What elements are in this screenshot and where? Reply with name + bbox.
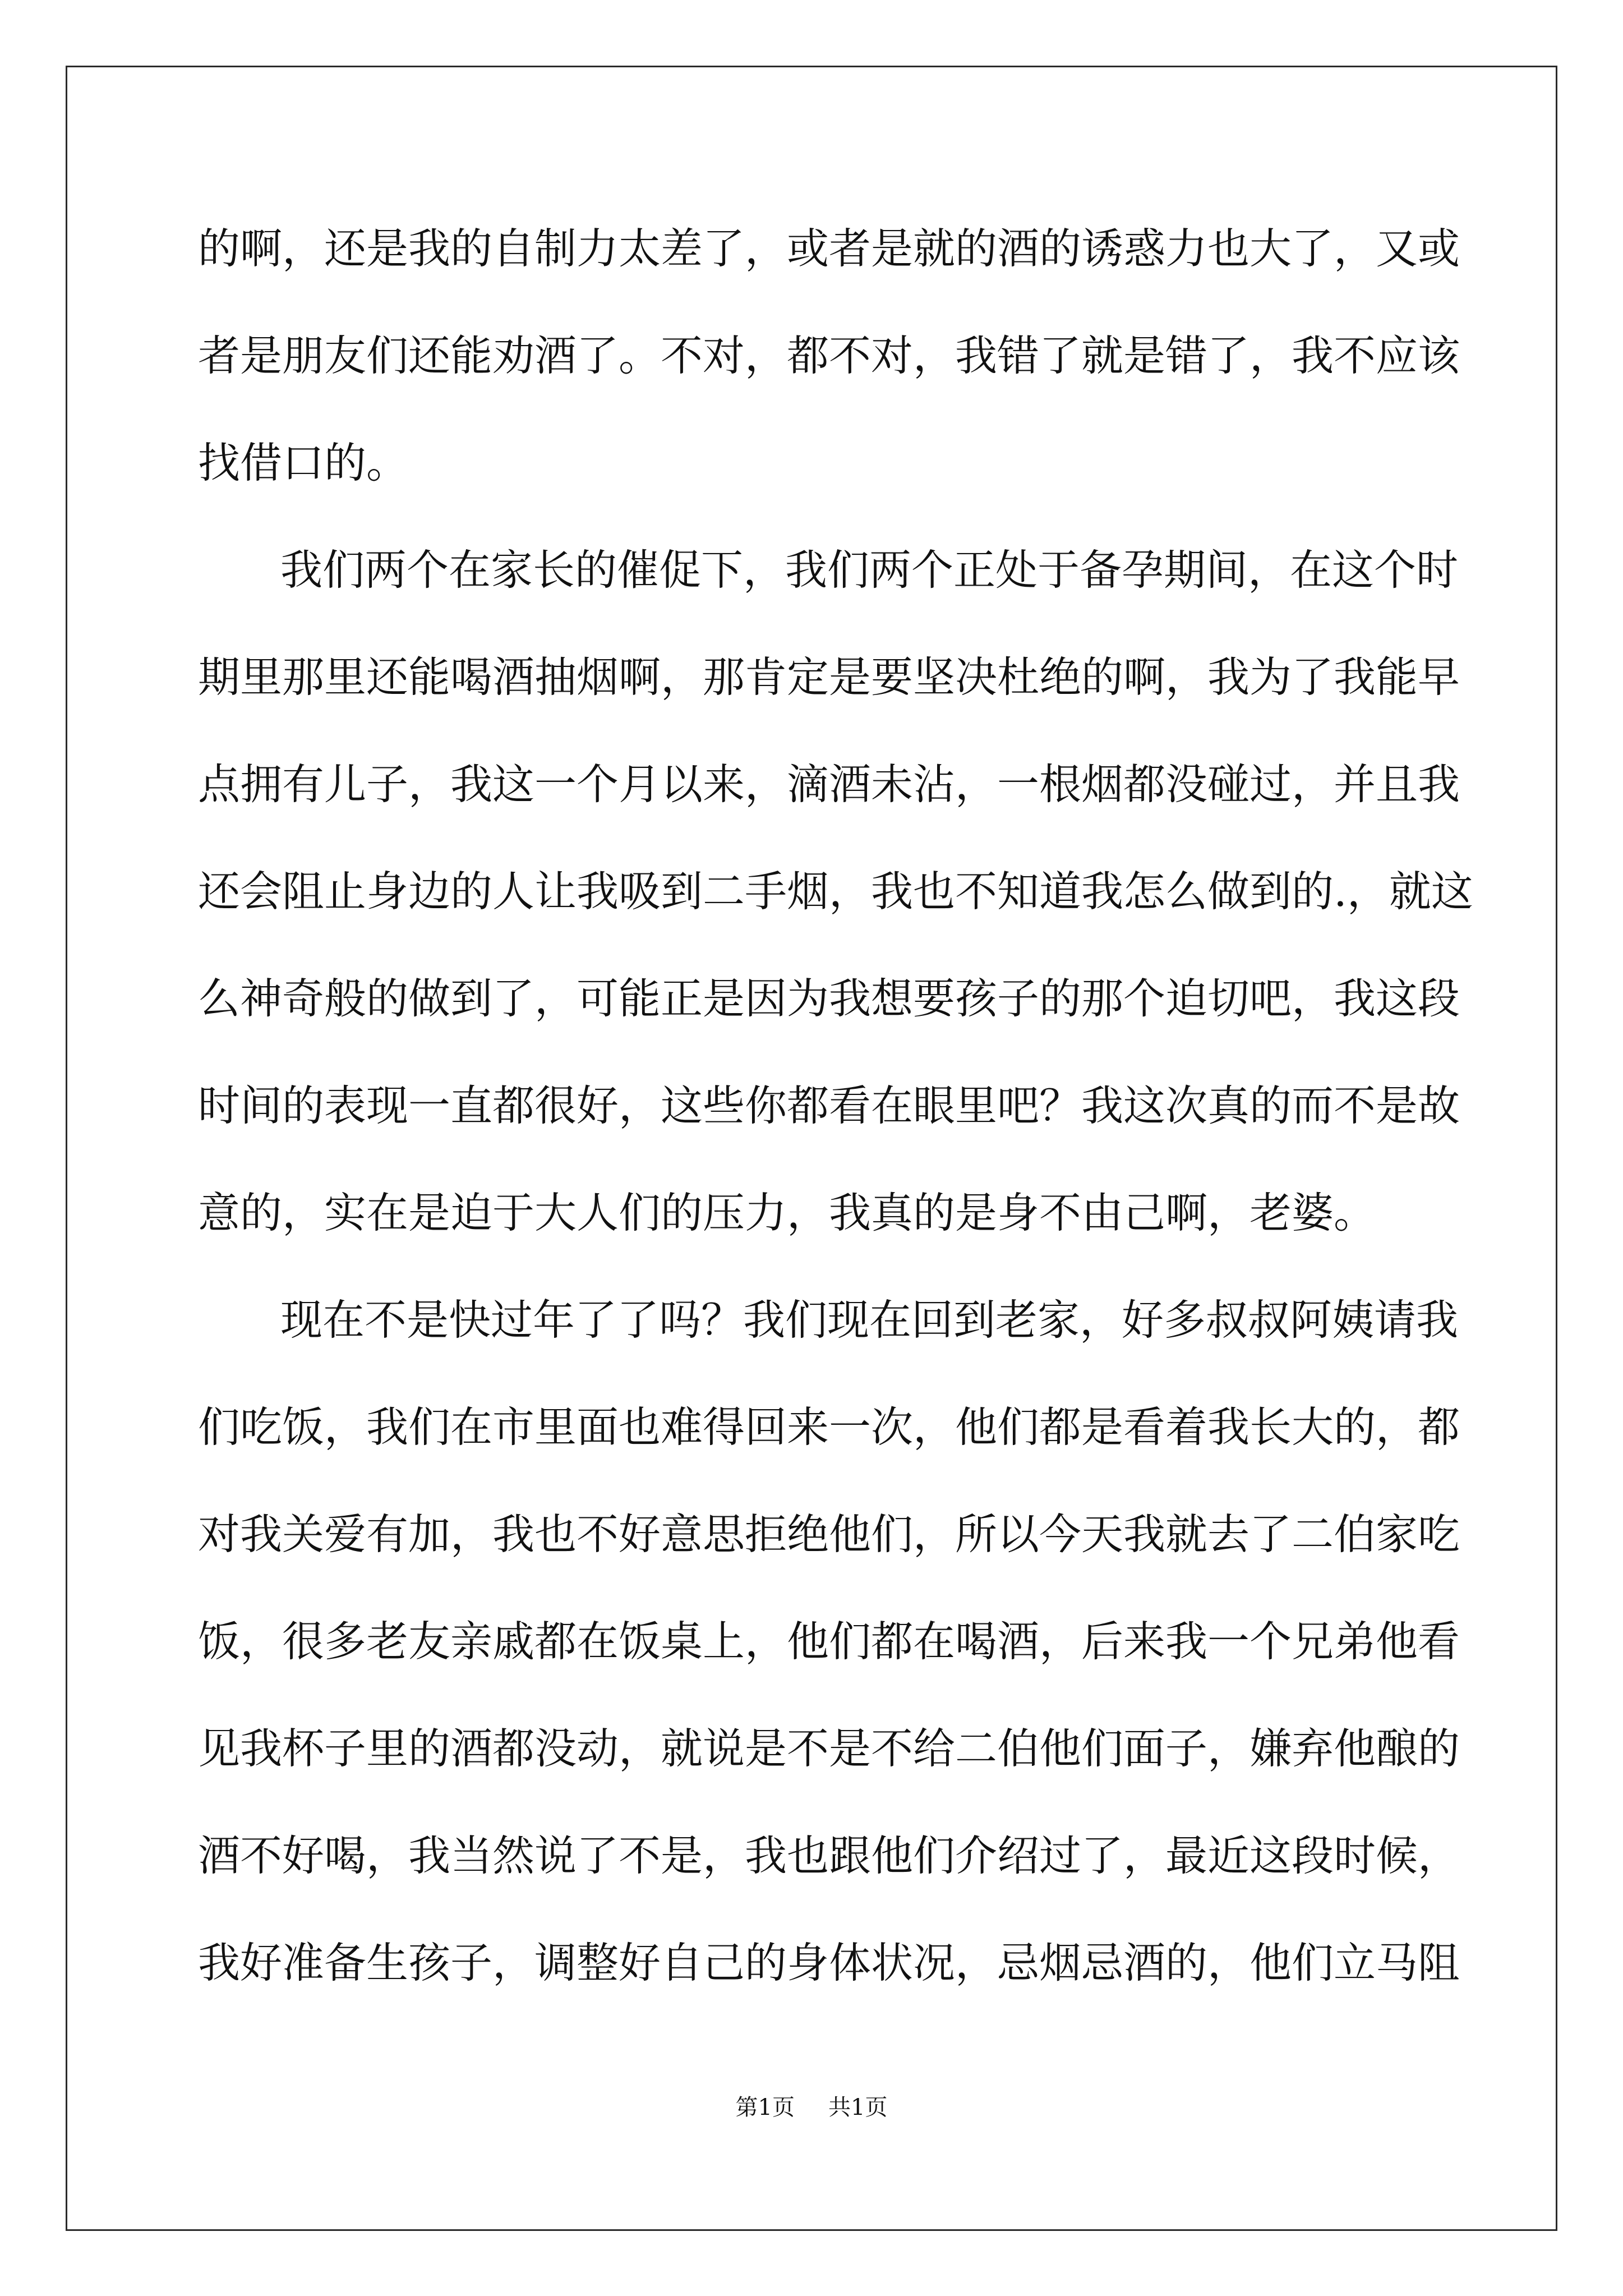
- page-total: 共1页: [828, 2095, 888, 2120]
- page-number: 第1页: [735, 2095, 795, 2120]
- document-body: [198, 215, 1473, 2036]
- text-line: 找借口的。: [198, 438, 409, 487]
- page-footer: [0, 2090, 1623, 2122]
- text-line: 饭，很多老友亲戚都在饭桌上，他们都在喝酒，后来我一个兄弟他看: [198, 1617, 1460, 1666]
- text-line: 酒不好喝，我当然说了不是，我也跟他们介绍过了，最近这段时候，: [198, 1831, 1460, 1880]
- text-line: 者是朋友们还能劝酒了。不对，都不对，我错了就是错了，我不应该: [198, 331, 1460, 380]
- text-line: 期里那里还能喝酒抽烟啊，那肯定是要坚决杜绝的啊，我为了我能早: [198, 652, 1460, 702]
- text-line: 意的，实在是迫于大人们的压力，我真的是身不由己啊，老婆。: [198, 1188, 1376, 1237]
- text-line: 的啊，还是我的自制力太差了，或者是就的酒的诱惑力也大了，又或: [198, 224, 1460, 273]
- text-line: 还会阻止身边的人让我吸到二手烟，我也不知道我怎么做到的.，就这: [198, 867, 1473, 916]
- text-line: 我们两个在家长的催促下，我们两个正处于备孕期间，在这个时: [280, 545, 1459, 595]
- text-line: 见我杯子里的酒都没动，就说是不是不给二伯他们面子，嫌弃他酿的: [198, 1724, 1460, 1773]
- text-line: 对我关爱有加，我也不好意思拒绝他们，所以今天我就去了二伯家吃: [198, 1510, 1460, 1559]
- text-line: 点拥有儿子，我这一个月以来，滴酒未沾，一根烟都没碰过，并且我: [198, 760, 1460, 809]
- text-line: 们吃饭，我们在市里面也难得回来一次，他们都是看着我长大的，都: [198, 1402, 1460, 1452]
- text-line: 我好准备生孩子，调整好自己的身体状况，忌烟忌酒的，他们立马阻: [198, 1938, 1460, 1987]
- text-line: 现在不是快过年了了吗？我们现在回到老家，好多叔叔阿姨请我: [280, 1295, 1459, 1345]
- text-line: 么神奇般的做到了，可能正是因为我想要孩子的那个迫切吧，我这段: [198, 974, 1460, 1023]
- text-line: 时间的表现一直都很好，这些你都看在眼里吧？我这次真的而不是故: [198, 1081, 1460, 1130]
